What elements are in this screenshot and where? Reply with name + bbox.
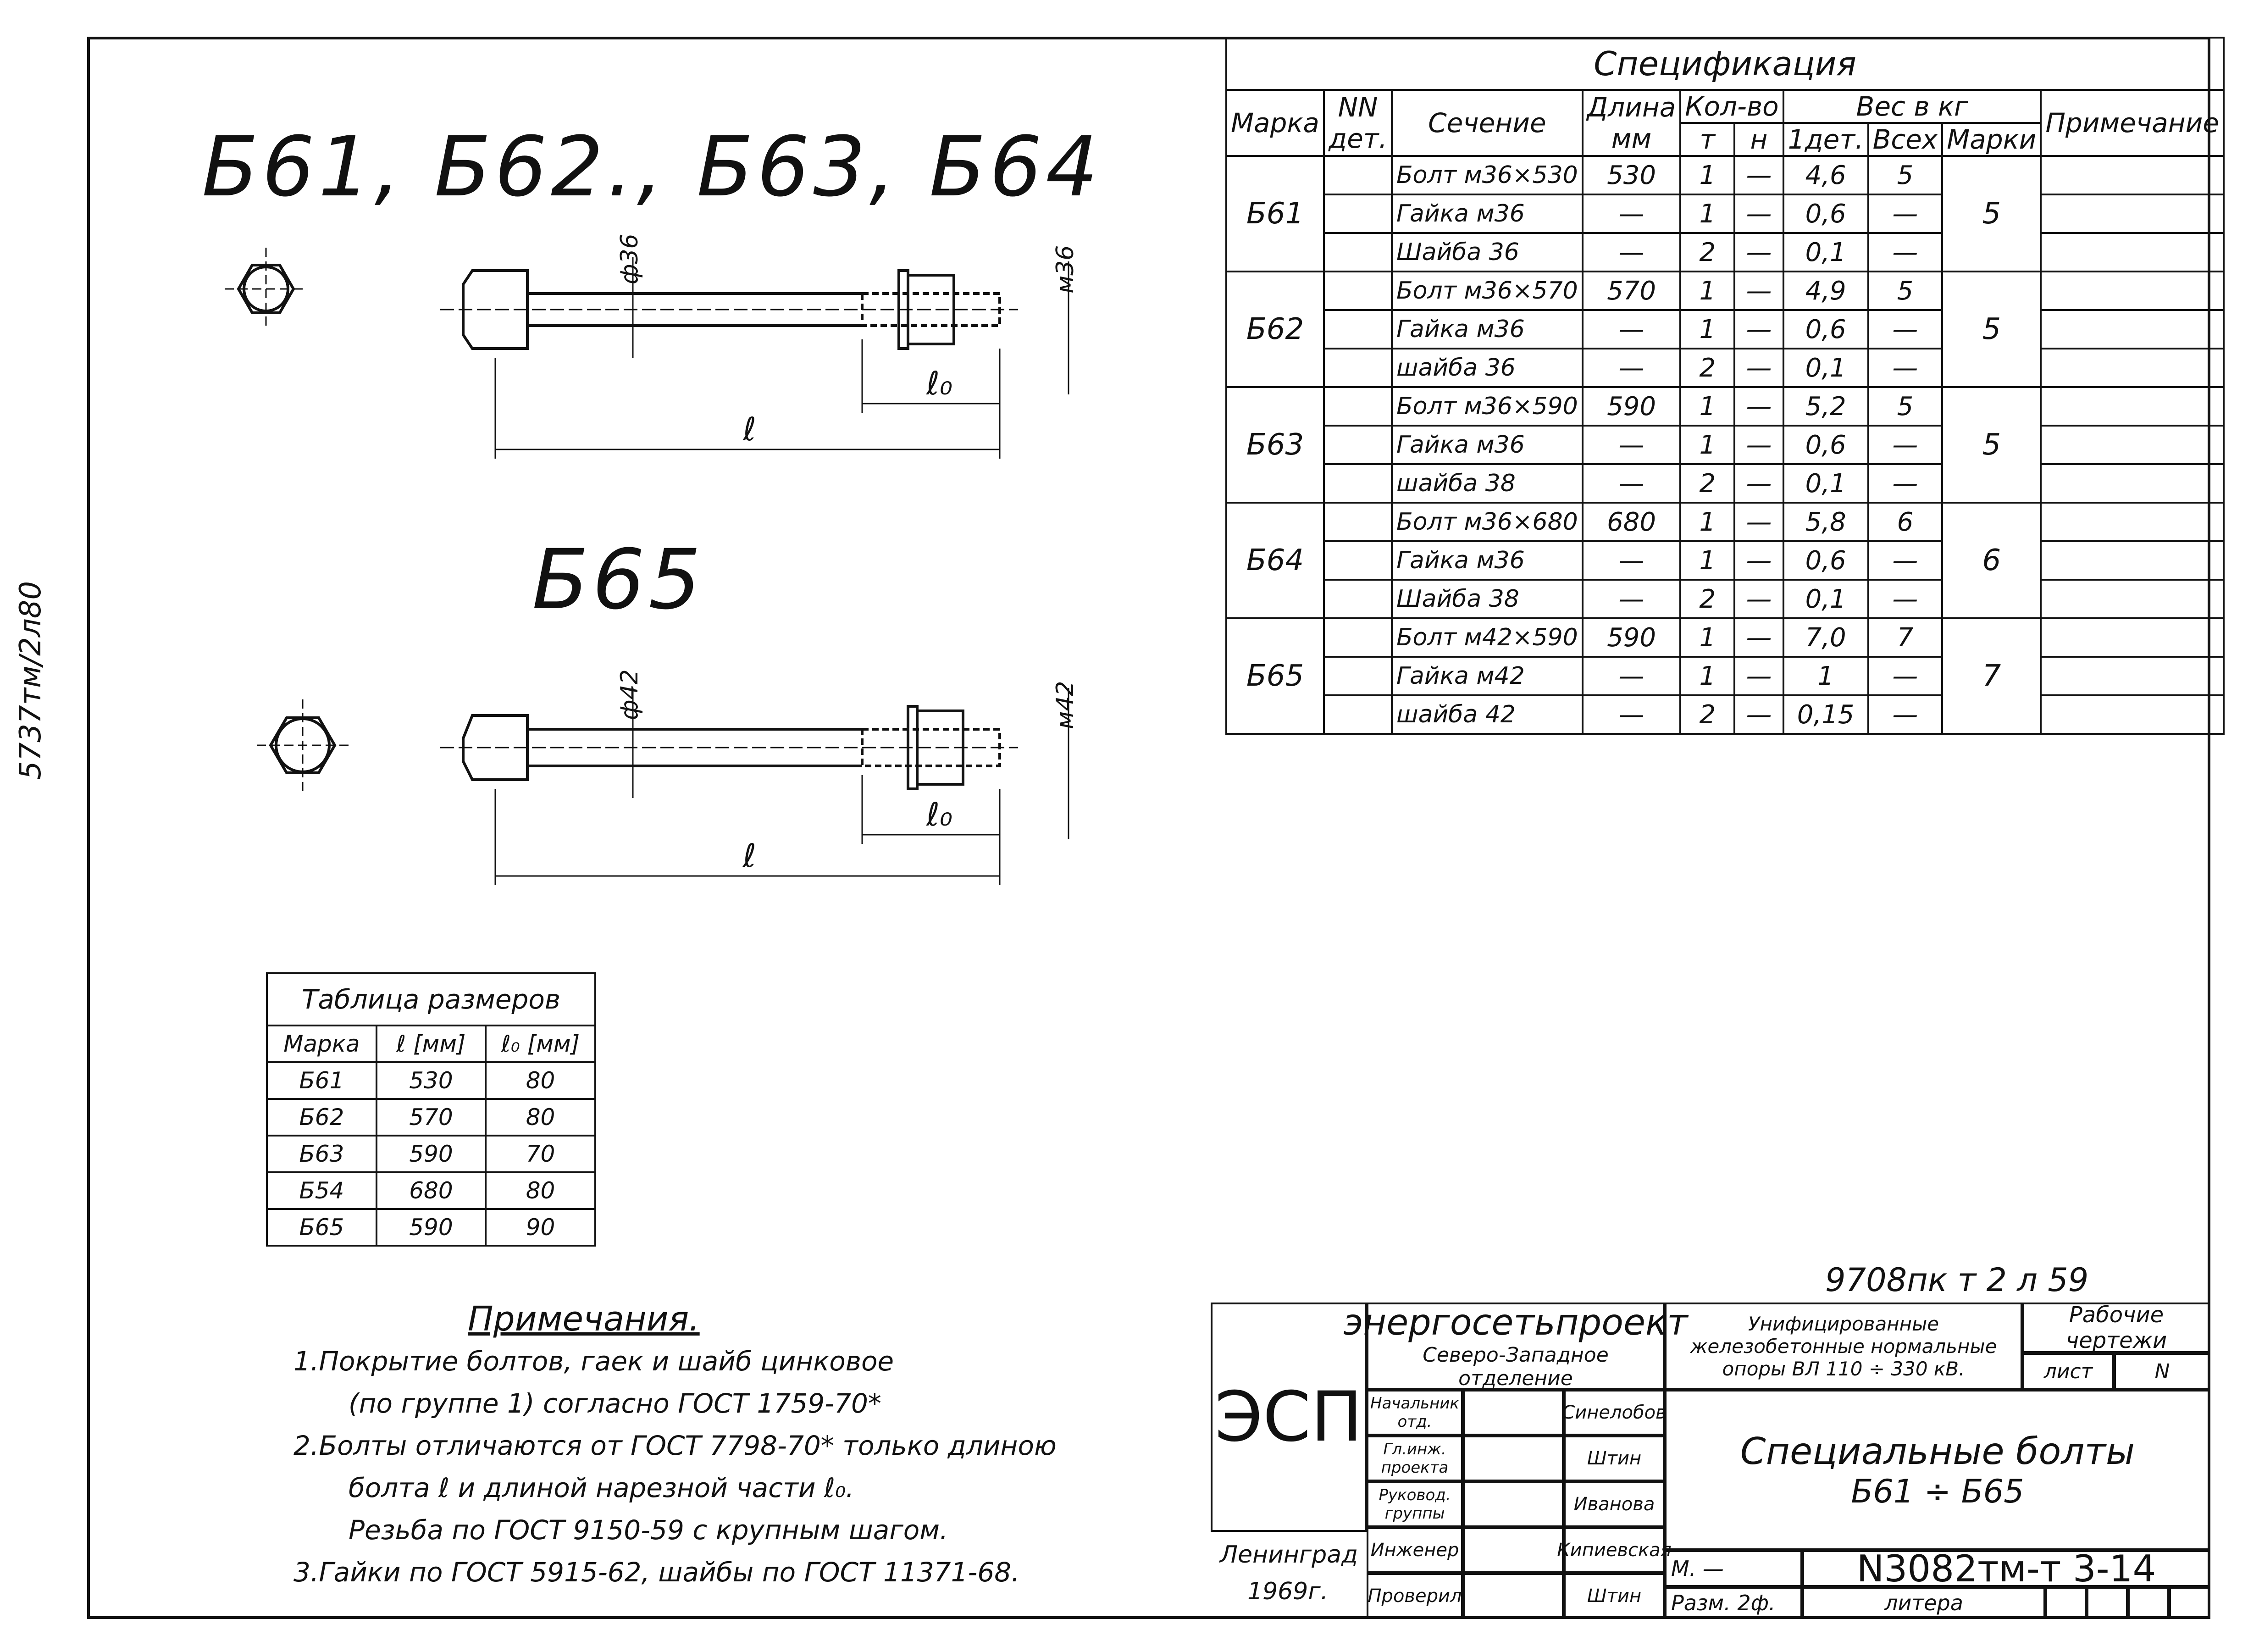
- inventory-number: 9708пк т 2 л 59: [1825, 1261, 2089, 1299]
- mark-weight-cell: 6: [1942, 503, 2041, 618]
- dims-mark: Б54: [267, 1172, 377, 1209]
- length-cell: —: [1583, 464, 1681, 503]
- archive-note: 5737тм/2л80: [14, 581, 48, 780]
- drawing-title: Специальные болты: [1740, 1430, 2135, 1473]
- section-cell: Гайка м36: [1392, 310, 1583, 349]
- weight-one-cell: 5,2: [1783, 387, 1868, 426]
- col-ves: Вес в кг: [1783, 90, 2041, 123]
- bolt2-l-label: ℓ: [743, 837, 756, 875]
- col-vseh: Всех: [1868, 123, 1943, 156]
- bolt2-thread-label: м42: [1052, 681, 1079, 729]
- section-cell: Шайба 36: [1392, 233, 1583, 272]
- length-cell: —: [1583, 426, 1681, 464]
- col-1det: 1дет.: [1783, 123, 1868, 156]
- table-row: [1226, 464, 2224, 503]
- weight-all-cell: —: [1868, 310, 1943, 349]
- section-cell: Гайка м42: [1392, 657, 1583, 695]
- weight-all-cell: 5: [1868, 156, 1943, 194]
- table-row: [267, 1136, 595, 1172]
- table-row: [1226, 156, 2224, 194]
- dims-caption: Таблица размеров: [267, 973, 595, 1026]
- mark-cell: Б61: [1226, 156, 1324, 272]
- qty-t-cell: 2: [1680, 349, 1734, 387]
- qty-n-cell: —: [1734, 464, 1783, 503]
- qty-t-cell: 1: [1680, 426, 1734, 464]
- table-row: [1226, 426, 2224, 464]
- qty-t-cell: 2: [1680, 580, 1734, 618]
- name-cell: Штин: [1564, 1573, 1665, 1619]
- weight-one-cell: 0,1: [1783, 233, 1868, 272]
- weight-one-cell: 4,6: [1783, 156, 1868, 194]
- qty-n-cell: —: [1734, 233, 1783, 272]
- weight-all-cell: —: [1868, 464, 1943, 503]
- section-cell: Гайка м36: [1392, 541, 1583, 580]
- section-cell: Гайка м36: [1392, 194, 1583, 233]
- litera-label: литера: [1802, 1587, 2045, 1619]
- qty-n-cell: —: [1734, 156, 1783, 194]
- mark-cell: Б65: [1226, 618, 1324, 734]
- table-row: [267, 1099, 595, 1136]
- table-row: [1226, 541, 2224, 580]
- qty-t-cell: 1: [1680, 310, 1734, 349]
- dims-l0: 80: [486, 1062, 595, 1099]
- sheet-label: лист: [2022, 1353, 2114, 1390]
- section-cell: Болт м42×590: [1392, 618, 1583, 657]
- dims-l: 590: [377, 1136, 486, 1172]
- org-branch: Северо-Западное отделение: [1423, 1343, 1609, 1390]
- qty-n-cell: —: [1734, 310, 1783, 349]
- weight-one-cell: 0,15: [1783, 695, 1868, 734]
- dims-l0: 80: [486, 1099, 595, 1136]
- bolt2-l0-label: ℓ₀: [926, 796, 952, 833]
- weight-one-cell: 4,9: [1783, 272, 1868, 310]
- mark-cell: Б64: [1226, 503, 1324, 618]
- project-name: Унифицированные железобетонные нормальные опоры ВЛ 110 ÷ 330 кВ.: [1665, 1303, 2022, 1390]
- drawing-number: N3082тм-т 3-14: [1802, 1550, 2210, 1587]
- table-row: [1226, 695, 2224, 734]
- section-cell: Болт м36×530: [1392, 156, 1583, 194]
- section-cell: Гайка м36: [1392, 426, 1583, 464]
- signature-cell: [1463, 1436, 1564, 1481]
- mark-weight-cell: 7: [1942, 618, 2041, 734]
- weight-all-cell: —: [1868, 695, 1943, 734]
- bolt1-thread-label: м36: [1052, 245, 1079, 294]
- qty-t-cell: 1: [1680, 272, 1734, 310]
- qty-n-cell: —: [1734, 541, 1783, 580]
- weight-all-cell: 7: [1868, 618, 1943, 657]
- qty-t-cell: 1: [1680, 657, 1734, 695]
- weight-all-cell: 5: [1868, 387, 1943, 426]
- role-cell: Начальник отд.: [1367, 1390, 1463, 1436]
- table-row: [1226, 503, 2224, 541]
- weight-all-cell: —: [1868, 194, 1943, 233]
- weight-one-cell: 0,1: [1783, 349, 1868, 387]
- title-block: [1211, 1303, 2210, 1619]
- qty-n-cell: —: [1734, 349, 1783, 387]
- weight-all-cell: —: [1868, 349, 1943, 387]
- bolt1-diameter-label: ф36: [616, 233, 643, 284]
- signature-cell: [1463, 1390, 1564, 1436]
- dims-mark: Б61: [267, 1062, 377, 1099]
- dimensions-table: [266, 972, 596, 1247]
- section-cell: Болт м36×570: [1392, 272, 1583, 310]
- section-cell: Болт м36×680: [1392, 503, 1583, 541]
- qty-n-cell: —: [1734, 194, 1783, 233]
- notes-heading: Примечания.: [468, 1299, 700, 1339]
- qty-n-cell: —: [1734, 503, 1783, 541]
- note-line: 2.Болты отличаются от ГОСТ 7798-70* только длиною: [293, 1430, 1057, 1461]
- year: 1969г.: [1247, 1578, 1329, 1605]
- col-marki: Марки: [1942, 123, 2041, 156]
- weight-all-cell: —: [1868, 541, 1943, 580]
- bolt1-l0-label: ℓ₀: [926, 365, 952, 402]
- length-cell: 590: [1583, 618, 1681, 657]
- weight-one-cell: 5,8: [1783, 503, 1868, 541]
- table-row: [1226, 272, 2224, 310]
- col-nn: NN дет.: [1324, 90, 1392, 156]
- mark-weight-cell: 5: [1942, 387, 2041, 503]
- litera-box: [2045, 1587, 2087, 1619]
- table-row: [1226, 233, 2224, 272]
- length-cell: —: [1583, 310, 1681, 349]
- role-cell: Гл.инж. проекта: [1367, 1436, 1463, 1481]
- note-line: Резьба по ГОСТ 9150-59 с крупным шагом.: [349, 1514, 948, 1546]
- qty-n-cell: —: [1734, 426, 1783, 464]
- length-cell: 530: [1583, 156, 1681, 194]
- length-cell: —: [1583, 194, 1681, 233]
- weight-one-cell: 1: [1783, 657, 1868, 695]
- qty-t-cell: 2: [1680, 233, 1734, 272]
- length-cell: —: [1583, 349, 1681, 387]
- weight-one-cell: 0,6: [1783, 541, 1868, 580]
- length-cell: —: [1583, 695, 1681, 734]
- dims-col-l: ℓ [мм]: [377, 1026, 486, 1062]
- section-cell: шайба 38: [1392, 464, 1583, 503]
- table-row: [1226, 580, 2224, 618]
- table-row: [1226, 618, 2224, 657]
- org-name: энергосетьпроект: [1343, 1302, 1688, 1343]
- note-line: (по группе 1) согласно ГОСТ 1759-70*: [349, 1388, 881, 1419]
- signature-cell: [1463, 1573, 1564, 1619]
- name-cell: Иванова: [1564, 1481, 1665, 1527]
- note-line: 3.Гайки по ГОСТ 5915-62, шайбы по ГОСТ 11371-68.: [293, 1557, 1020, 1588]
- col-t: т: [1680, 123, 1734, 156]
- weight-one-cell: 0,1: [1783, 464, 1868, 503]
- table-row: [1226, 194, 2224, 233]
- qty-t-cell: 1: [1680, 541, 1734, 580]
- qty-n-cell: —: [1734, 580, 1783, 618]
- qty-t-cell: 2: [1680, 695, 1734, 734]
- col-kolvo: Кол-во: [1680, 90, 1783, 123]
- weight-one-cell: 0,6: [1783, 426, 1868, 464]
- table-row: [1226, 657, 2224, 695]
- weight-one-cell: 0,6: [1783, 194, 1868, 233]
- role-cell: Проверил: [1367, 1573, 1463, 1619]
- signature-cell: [1463, 1481, 1564, 1527]
- qty-t-cell: 1: [1680, 194, 1734, 233]
- drawing-range: Б61 ÷ Б65: [1851, 1472, 2024, 1510]
- dims-mark: Б65: [267, 1209, 377, 1246]
- qty-t-cell: 1: [1680, 618, 1734, 657]
- table-row: [1226, 349, 2224, 387]
- qty-t-cell: 1: [1680, 156, 1734, 194]
- table-row: [1226, 310, 2224, 349]
- mark-weight-cell: 5: [1942, 272, 2041, 387]
- length-cell: —: [1583, 541, 1681, 580]
- col-prim: Примечание: [2041, 90, 2224, 156]
- qty-n-cell: —: [1734, 272, 1783, 310]
- note-line: болта ℓ и длиной нарезной части ℓ₀.: [349, 1472, 854, 1503]
- specification-table: [1225, 37, 2225, 735]
- notes: [293, 1298, 1057, 1593]
- name-cell: Кипиевская: [1564, 1527, 1665, 1573]
- title-group1: Б61, Б62., Б63, Б64: [202, 119, 1102, 215]
- length-cell: 570: [1583, 272, 1681, 310]
- weight-all-cell: —: [1868, 657, 1943, 695]
- weight-all-cell: —: [1868, 233, 1943, 272]
- length-cell: —: [1583, 580, 1681, 618]
- name-cell: Синелобов: [1564, 1390, 1665, 1436]
- table-row: [267, 1172, 595, 1209]
- qty-n-cell: —: [1734, 657, 1783, 695]
- mark-weight-cell: 5: [1942, 156, 2041, 272]
- length-cell: —: [1583, 657, 1681, 695]
- table-row: [267, 1062, 595, 1099]
- dims-l0: 90: [486, 1209, 595, 1246]
- sheet-size: Разм. 2ф.: [1665, 1587, 1802, 1619]
- litera-box: [2169, 1587, 2210, 1619]
- section-cell: шайба 42: [1392, 695, 1583, 734]
- qty-t-cell: 2: [1680, 464, 1734, 503]
- col-marka: Марка: [1226, 90, 1324, 156]
- table-row: [1226, 387, 2224, 426]
- bolt2-diameter-label: ф42: [616, 669, 643, 720]
- qty-n-cell: —: [1734, 387, 1783, 426]
- name-cell: Штин: [1564, 1436, 1665, 1481]
- dims-l0: 70: [486, 1136, 595, 1172]
- qty-t-cell: 1: [1680, 503, 1734, 541]
- mark-cell: Б62: [1226, 272, 1324, 387]
- weight-one-cell: 0,1: [1783, 580, 1868, 618]
- dims-mark: Б63: [267, 1136, 377, 1172]
- note-line: 1.Покрытие болтов, гаек и шайб цинковое: [293, 1346, 894, 1377]
- qty-n-cell: —: [1734, 695, 1783, 734]
- scale: М. —: [1665, 1550, 1802, 1587]
- dims-l: 530: [377, 1062, 486, 1099]
- col-dlina: Длина мм: [1583, 90, 1681, 156]
- weight-all-cell: 5: [1868, 272, 1943, 310]
- table-row: [267, 1209, 595, 1246]
- role-cell: Руковод. группы: [1367, 1481, 1463, 1527]
- qty-t-cell: 1: [1680, 387, 1734, 426]
- spec-body: [1226, 156, 2224, 734]
- litera-box: [2128, 1587, 2169, 1619]
- dims-col-l0: ℓ₀ [мм]: [486, 1026, 595, 1062]
- litera-box: [2087, 1587, 2128, 1619]
- title-group2: Б65: [532, 532, 705, 628]
- section-cell: Шайба 38: [1392, 580, 1583, 618]
- weight-one-cell: 0,6: [1783, 310, 1868, 349]
- signature-cell: [1463, 1527, 1564, 1573]
- sheet-value: N: [2114, 1353, 2210, 1390]
- city: Ленинград: [1220, 1541, 1358, 1569]
- section-cell: Болт м36×590: [1392, 387, 1583, 426]
- dims-l: 570: [377, 1099, 486, 1136]
- dims-mark: Б62: [267, 1099, 377, 1136]
- dims-l0: 80: [486, 1172, 595, 1209]
- qty-n-cell: —: [1734, 618, 1783, 657]
- role-cell: Инженер: [1367, 1527, 1463, 1573]
- weight-all-cell: 6: [1868, 503, 1943, 541]
- dims-col-marka: Марка: [267, 1026, 377, 1062]
- drawing-type: Рабочие чертежи: [2022, 1303, 2210, 1353]
- weight-all-cell: —: [1868, 580, 1943, 618]
- col-sechenie: Сечение: [1392, 90, 1583, 156]
- spec-caption: Спецификация: [1226, 38, 2224, 90]
- section-cell: шайба 36: [1392, 349, 1583, 387]
- dims-l: 590: [377, 1209, 486, 1246]
- logo: ЭСП: [1211, 1303, 1367, 1532]
- mark-cell: Б63: [1226, 387, 1324, 503]
- bolt1-l-label: ℓ: [743, 410, 756, 448]
- length-cell: 680: [1583, 503, 1681, 541]
- dims-l: 680: [377, 1172, 486, 1209]
- length-cell: 590: [1583, 387, 1681, 426]
- length-cell: —: [1583, 233, 1681, 272]
- col-n: н: [1734, 123, 1783, 156]
- weight-all-cell: —: [1868, 426, 1943, 464]
- weight-one-cell: 7,0: [1783, 618, 1868, 657]
